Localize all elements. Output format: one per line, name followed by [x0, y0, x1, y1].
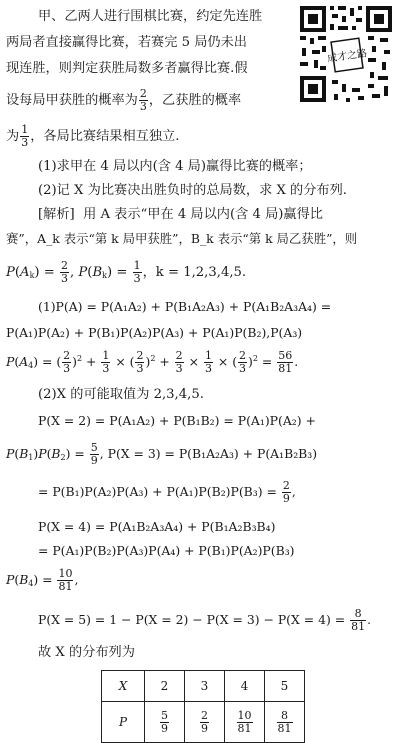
table-cell: 2 [145, 671, 185, 702]
part1-line-1: (1)P(A) = P(A₁A₂) + P(B₁A₂A₃) + P(A₁B₂A₃A₄) = [38, 299, 332, 314]
distribution-table [101, 670, 305, 743]
table-cell: $\frac{8}{81}$ [265, 702, 305, 743]
part1-line-2: P(A₁)P(A₂) + P(B₁)P(A₂)P(A₃) + P(A₁)P(B₂),P(A₃) [6, 325, 303, 340]
solution-line-2: 赛”，A_k 表示“第 k 局甲获胜”，B_k 表示“第 k 局乙获胜”，则 [6, 231, 358, 246]
part1-line-3: $P(A_4)$ = ( $\frac{2}{3}$ )$^2$ + $\frac{1}{3}$ × ( $\frac{2}{3}$ )$^2$ + $\frac{2}{3}$ × $\frac{1}{3}$ × ( $\frac{2}{3}$ )$^2$ = $\frac{56}{81}$ . [6, 349, 299, 375]
table-header-cell: X [102, 671, 145, 702]
fraction-one-third: $\frac{1}{3}$ [21, 123, 29, 149]
problem-line-2: 两局者直接赢得比赛，若赛完 5 局仍未出 [6, 35, 247, 50]
part2-x3b-line: = P(B₁)P(A₂)P(A₃) + P(A₁)P(B₂)P(B₃) = $\frac{2}{9}$ , [38, 479, 296, 505]
part2-x5-line: P(X = 5) = 1 − P(X = 2) − P(X = 3) − P(X = 4) = $\frac{8}{81}$ . [38, 607, 372, 633]
fraction-5-9: $\frac{5}{9}$ [90, 441, 98, 467]
table-cell: 3 [185, 671, 225, 702]
part2-line-1: (2)X 的可能取值为 2,3,4,5. [38, 387, 204, 402]
fraction-56-81: $\frac{56}{81}$ [278, 349, 293, 375]
part2-x4-line: P(X = 4) = P(A₁B₂A₃A₄) + P(B₁A₂B₃B₄) [38, 519, 276, 534]
fraction-two-thirds-b: $\frac{2}{3}$ [61, 259, 69, 285]
problem-line-4: 设每局甲获胜的概率为 $\frac{2}{3}$ ，乙获胜的概率 [6, 87, 242, 113]
fraction-2-9: $\frac{2}{9}$ [282, 479, 290, 505]
qr-code-image [298, 4, 394, 104]
table-cell: $\frac{10}{81}$ [225, 702, 265, 743]
part2-x4c-line: $P(B_4)$ = $\frac{10}{81}$ , [6, 567, 79, 593]
table-cell: 4 [225, 671, 265, 702]
part2-x2-line: P(X = 2) = P(A₁A₂) + P(B₁B₂) = P(A₁)P(A₂) + [38, 413, 316, 428]
problem-line-3: 现连胜，则判定获胜局数多者赢得比赛.假 [6, 61, 248, 76]
table-row [102, 702, 305, 743]
qr-logo-text: 成才之路 [326, 48, 368, 65]
fraction-two-thirds: $\frac{2}{3}$ [139, 87, 147, 113]
fraction-one-third-b: $\frac{1}{3}$ [133, 259, 141, 285]
part2-x3-line: $P(B_1)P(B_2)$ = $\frac{5}{9}$ , P(X = 3) = P(B₁A₂A₃) + P(A₁B₂B₃) [6, 441, 318, 467]
question-1: (1)求甲在 4 局以内(含 4 局)赢得比赛的概率； [38, 159, 312, 174]
problem-line-5: 为 $\frac{1}{3}$ ，各局比赛结果相互独立. [6, 123, 180, 149]
solution-line-1: [解析] 用 A 表示“甲在 4 局以内(含 4 局)赢得比 [38, 207, 323, 222]
fraction-8-81: $\frac{8}{81}$ [351, 607, 366, 633]
question-2: (2)记 X 为比赛决出胜负时的总局数，求 X 的分布列. [38, 183, 347, 198]
table-cell: $\frac{2}{9}$ [185, 702, 225, 743]
table-cell: 5 [265, 671, 305, 702]
problem-line-1: 甲、乙两人进行围棋比赛，约定先连胜 [38, 9, 263, 24]
part2-x4b-line: = P(A₁)P(B₂)P(A₃)P(A₄) + P(B₁)P(A₂)P(B₃) [38, 543, 295, 558]
conclusion-line: 故 X 的分布列为 [38, 645, 135, 660]
fraction-10-81: $\frac{10}{81}$ [58, 567, 73, 593]
solution-label: [解析] [38, 207, 75, 222]
table-cell: $\frac{5}{9}$ [145, 702, 185, 743]
table-header-cell: P [102, 702, 145, 743]
table-row [102, 671, 305, 702]
solution-line-3: $P(A_k)$ = $\frac{2}{3}$ , $P(B_k)$ = $\frac{1}{3}$ ，k = 1,2,3,4,5. [6, 259, 247, 285]
